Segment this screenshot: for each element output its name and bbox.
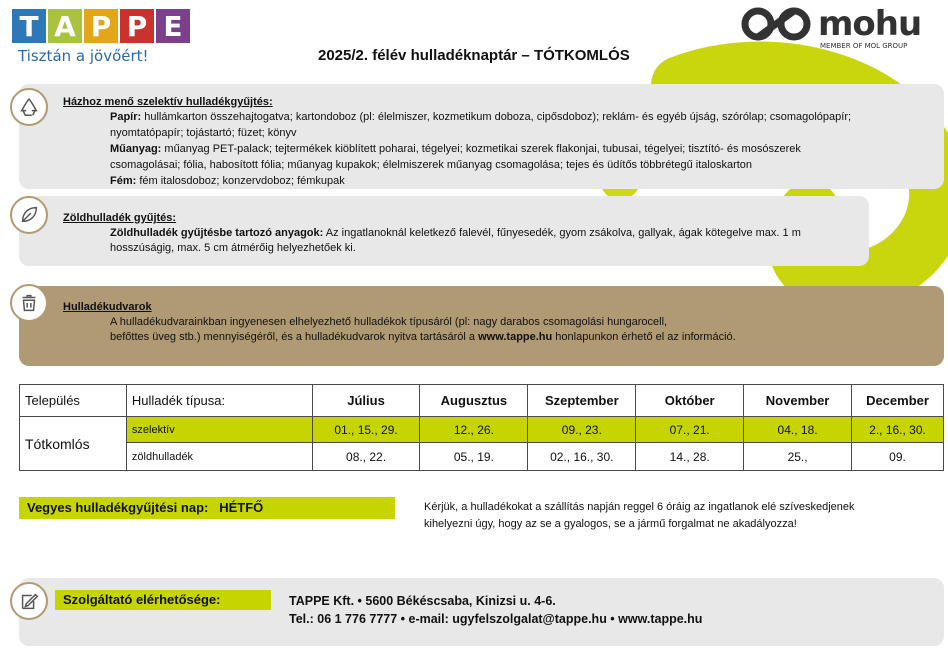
tappe-logo-letter: P (120, 9, 154, 43)
yards-website-link[interactable]: www.tappe.hu (478, 331, 553, 343)
paper-label: Papír: (110, 111, 142, 123)
paper-text-1: hullámkarton összehajtogatva; kartondoboz (pl: élelmiszer, kozmetikum doboza, cipősdoboz); reklám- és egyéb újság, szórólap; csomagolópapír; (141, 111, 852, 123)
header-month: December (852, 385, 944, 417)
table-row-green-waste (20, 443, 944, 471)
tappe-logo-letters (12, 9, 192, 43)
mohu-symbol-icon (740, 6, 814, 46)
metal-line (110, 174, 345, 190)
date-cell: 04., 18. (744, 417, 852, 443)
yards-text-2a: befőttes üveg stb.) mennyiségéről, és a hulladékudvarok nyitva tartásáról a (110, 331, 479, 343)
recycle-icon (10, 88, 48, 126)
green-line-1 (110, 226, 870, 242)
mixed-day-label: Vegyes hulladékgyűjtési nap: (27, 500, 209, 515)
mohu-logo (740, 4, 930, 50)
placement-notice (424, 499, 904, 533)
settlement-cell: Tótkomlós (20, 417, 127, 471)
header-month: Október (636, 385, 744, 417)
table-row-selective (20, 417, 944, 443)
date-cell: 09., 23. (528, 417, 636, 443)
tappe-logo-letter: E (156, 9, 190, 43)
tappe-logo (12, 9, 192, 65)
mixed-waste-day-banner (19, 497, 395, 519)
tappe-logo-letter: T (12, 9, 46, 43)
tappe-logo-letter: A (48, 9, 82, 43)
selective-heading: Házhoz menő szelektív hulladékgyűjtés: (63, 96, 273, 108)
plastic-text-1: műanyag PET-palack; tejtermékek kiöblített poharai, tégelyei; kozmetikai szerek flakonjai, tubusai, tégelyei; tisztító- és mosószerek (161, 143, 801, 155)
metal-text: fém italosdoboz; konzervdoboz; fémkupak (136, 175, 345, 187)
date-cell: 12., 26. (420, 417, 528, 443)
mixed-day-value: HÉTFŐ (219, 500, 264, 515)
date-cell: 05., 19. (420, 443, 528, 471)
contact-label: Szolgáltató elérhetősége: (55, 590, 271, 610)
header-month: Augusztus (420, 385, 528, 417)
paper-line-1 (110, 110, 935, 126)
recycling-yard-icon (10, 284, 48, 322)
plastic-text-2: csomagolásai; fólia, habosított fólia; műanyag kupakok; élelmiszerek műanyag csomagolása; tejes és üdítős többrétegű italoskarton (110, 159, 753, 171)
date-cell: 09. (852, 443, 944, 471)
paper-text-2: nyomtatópapír; tojástartó; füzet; könyv (110, 127, 297, 139)
yards-text-1: A hulladékudvarainkban ingyenesen elhelyezhető hulladékok típusáról (pl: nagy darabos csomagolási hungarocell, (110, 316, 668, 328)
yards-line-2 (110, 330, 736, 346)
leaf-icon (10, 196, 48, 234)
contact-form-icon (10, 582, 48, 620)
date-cell: 07., 21. (636, 417, 744, 443)
green-text-1: Az ingatlanoknál keletkező falevél, fűnyesedék, gyom zsákolva, gallyak, ágak kötegelve max. 1 m (323, 227, 801, 239)
collection-calendar-table (19, 384, 944, 471)
yards-heading: Hulladékudvarok (63, 301, 152, 313)
header-month: November (744, 385, 852, 417)
mohu-tagline: MEMBER OF MOL GROUP (820, 42, 908, 50)
date-cell: 02., 16., 30. (528, 443, 636, 471)
tappe-slogan: Tisztán a jövőért! (18, 47, 149, 65)
notice-line-1: Kérjük, a hulladékokat a szállítás napján reggel 6 óráig az ingatlanok elé szíveskedjenek (424, 501, 855, 513)
header-month: Szeptember (528, 385, 636, 417)
header-month: Július (312, 385, 420, 417)
date-cell: 2., 16., 30. (852, 417, 944, 443)
calendar-header-row (20, 385, 944, 417)
mohu-wordmark: mohu (818, 4, 922, 44)
date-cell: 25., (744, 443, 852, 471)
date-cell: 08., 22. (312, 443, 420, 471)
date-cell: 14., 28. (636, 443, 744, 471)
header-waste-type: Hulladék típusa: (126, 385, 312, 417)
page-title: 2025/2. félév hulladéknaptár – TÓTKOMLÓS (318, 47, 630, 64)
notice-line-2: kihelyezni úgy, hogy az se a gyalogos, se a jármű forgalmat ne akadályozza! (424, 518, 797, 530)
contact-address: TAPPE Kft. • 5600 Békéscsaba, Kinizsi u. 4-6. (289, 594, 556, 608)
contact-details[interactable]: Tel.: 06 1 776 7777 • e-mail: ugyfelszolgalat@tappe.hu • www.tappe.hu (289, 612, 703, 626)
waste-type-cell: zöldhulladék (126, 443, 312, 471)
green-sub-label: Zöldhulladék gyűjtésbe tartozó anyagok: (110, 227, 324, 239)
green-heading: Zöldhulladék gyűjtés: (63, 212, 177, 224)
plastic-label: Műanyag: (110, 143, 162, 155)
header-settlement: Település (20, 385, 127, 417)
tappe-logo-letter: P (84, 9, 118, 43)
plastic-line-1 (110, 142, 940, 158)
waste-type-cell: szelektív (126, 417, 312, 443)
metal-label: Fém: (110, 175, 137, 187)
green-text-2: hosszúságig, max. 5 cm átmérőig helyezhetőek ki. (110, 242, 356, 254)
date-cell: 01., 15., 29. (312, 417, 420, 443)
yards-text-2b: honlapunkon érhető el az információ. (552, 331, 736, 343)
